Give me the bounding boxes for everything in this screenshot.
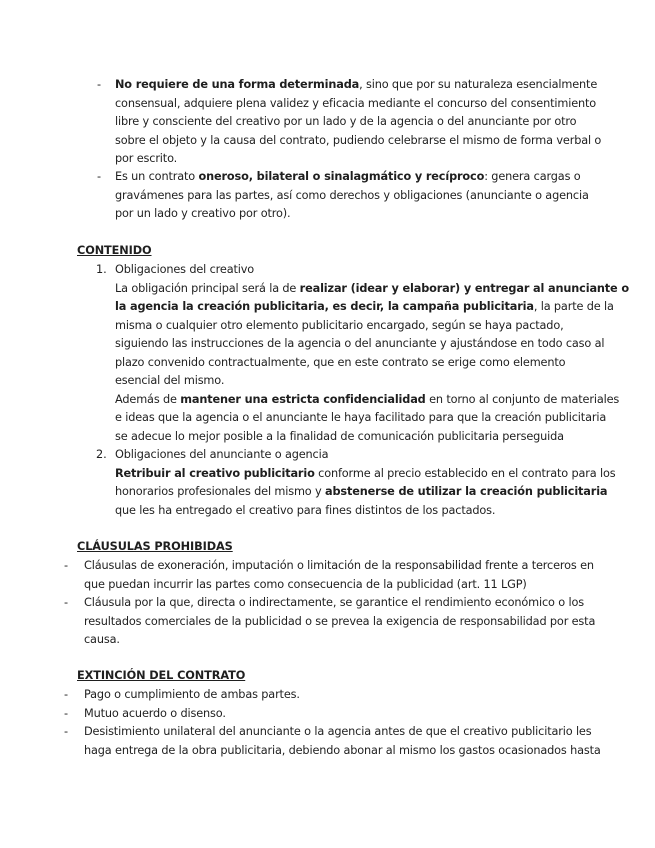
text-run: Obligaciones del anunciante o agencia: [115, 448, 329, 461]
bullet-dash: -: [97, 78, 102, 91]
bold-text-run: No requiere de una forma determinada: [115, 78, 360, 91]
text-run: Cláusula por la que, directa o indirectamente, se garantice el rendimiento económico o los: [84, 596, 584, 609]
text-run: Obligaciones del creativo: [115, 263, 255, 276]
text-line: [115, 465, 615, 484]
text-run: haga entrega de la obra publicitaria, debiendo abonar al mismo los gastos ocasionados hasta: [84, 743, 601, 757]
text-line: [84, 705, 226, 724]
text-line: [115, 372, 224, 391]
text-line: [115, 298, 614, 317]
bullet-dash: -: [64, 725, 69, 738]
text-run: resultados comerciales de la publicidad o se prevea la exigencia de responsabilidad por esta: [84, 614, 596, 628]
text-run: sobre el objeto y la causa del contrato, pudiendo celebrarse el mismo de forma verbal o: [115, 133, 602, 147]
text-run: , sino que por su naturaleza esencialmente: [359, 78, 598, 91]
text-run: que les ha entregado el creativo para fines distintos de los pactados.: [115, 503, 496, 517]
section-heading-extincion: EXTINCIÓN DEL CONTRATO: [77, 669, 246, 682]
text-line: [115, 205, 291, 224]
text-line: [84, 742, 601, 761]
text-line: [115, 187, 589, 206]
bold-text-run: Retribuir al creativo publicitario: [115, 466, 315, 480]
text-run: , la parte de la: [533, 300, 614, 313]
bullet-dash: -: [64, 596, 69, 609]
text-run: plazo convenido contractualmente, que en este contrato se erige como elemento: [115, 355, 566, 369]
text-line: [115, 95, 596, 114]
list-number: 2.: [96, 448, 107, 461]
text-line: [115, 317, 564, 336]
text-line: [115, 280, 629, 299]
text-run: por escrito.: [115, 152, 178, 165]
text-line: [115, 428, 564, 447]
text-line: [115, 168, 581, 187]
text-run: Cláusulas de exoneración, imputación o limitación de la responsabilidad frente a terceros en: [84, 559, 594, 572]
section-heading-clausulas: CLÁUSULAS PROHIBIDAS: [77, 540, 233, 553]
text-run: consensual, adquiere plena validez y eficacia mediante el concurso del consentimiento: [115, 96, 597, 110]
text-line: [84, 631, 120, 650]
text-run: conforme al precio establecido en el contrato para los: [314, 466, 616, 480]
text-line: [115, 391, 619, 410]
bullet-dash: -: [64, 559, 69, 572]
text-run: siguiendo las instrucciones de la agencia o del anunciante y ajustándose en todo caso al: [115, 337, 605, 350]
text-line: [115, 502, 495, 521]
text-run: honorarios profesionales del mismo y: [115, 485, 325, 498]
text-run: Es un contrato: [115, 170, 199, 183]
text-run: La obligación principal será la de: [115, 281, 300, 295]
text-line: [115, 113, 576, 132]
text-run: por un lado y creativo por otro).: [115, 207, 291, 220]
text-run: Pago o cumplimiento de ambas partes.: [84, 688, 300, 701]
section-heading-contenido: CONTENIDO: [77, 244, 152, 257]
text-run: Además de: [115, 392, 181, 406]
bold-text-run: realizar (idear y elaborar) y entregar al anunciante o: [299, 281, 629, 295]
bullet-dash: -: [97, 170, 102, 183]
bullet-dash: -: [64, 706, 69, 720]
text-run: esencial del mismo.: [115, 374, 225, 387]
text-line: [115, 409, 606, 428]
text-line: [84, 594, 584, 613]
list-number: 1.: [96, 263, 107, 276]
text-line: [115, 261, 254, 280]
text-line: [115, 76, 597, 95]
bullet-dash: -: [64, 688, 69, 701]
text-line: [84, 723, 591, 742]
text-line: [84, 686, 300, 705]
text-run: Desistimiento unilateral del anunciante o la agencia antes de que el creativo publicitario les: [84, 725, 592, 738]
text-line: [115, 446, 328, 465]
bold-text-run: mantener una estricta confidencialidad: [180, 392, 426, 406]
text-run: libre y consciente del creativo por un lado y de la agencia o del anunciante por otro: [115, 115, 577, 128]
text-run: que puedan incurrir las partes como consecuencia de la publicidad (art. 11 LGP): [84, 577, 527, 591]
text-run: en torno al conjunto de materiales: [425, 392, 620, 406]
bold-text-run: abstenerse de utilizar la creación publicitaria: [325, 485, 608, 498]
text-line: [115, 483, 607, 502]
text-line: [115, 132, 601, 151]
text-run: : genera cargas o: [484, 170, 581, 183]
text-line: [115, 354, 565, 373]
text-line: [115, 335, 604, 354]
bold-text-run: oneroso, bilateral o sinalagmático y recíproco: [198, 170, 485, 183]
text-run: Mutuo acuerdo o disenso.: [84, 706, 226, 720]
text-run: causa.: [84, 633, 120, 646]
text-line: [115, 150, 177, 169]
text-run: e ideas que la agencia o el anunciante le haya facilitado para que la creación publicitaria: [115, 411, 607, 424]
text-line: [84, 576, 527, 595]
text-line: [84, 613, 595, 632]
text-run: se adecue lo mejor posible a la finalidad de comunicación publicitaria perseguida: [115, 429, 564, 443]
text-line: [84, 557, 594, 576]
text-run: gravámenes para las partes, así como derechos y obligaciones (anunciante o agencia: [115, 188, 589, 202]
bold-text-run: la agencia la creación publicitaria, es decir, la campaña publicitaria: [115, 300, 534, 313]
text-run: misma o cualquier otro elemento publicitario encargado, según se haya pactado,: [115, 318, 564, 332]
